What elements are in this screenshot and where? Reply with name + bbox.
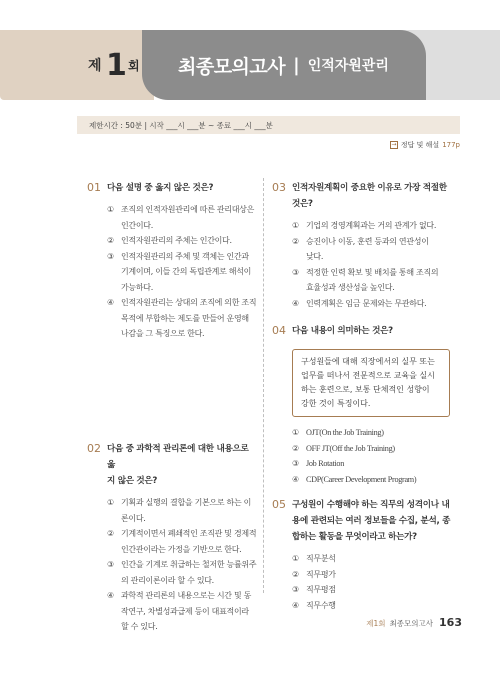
option: ① 기업의 경영계획과는 거의 관계가 없다. <box>292 221 437 230</box>
question-text: 구성원이 수행해야 하는 직무의 성격이나 내 용에 관련되는 여러 정보들을 수집, 분석, 종 합하는 활동을 무엇이라고 하는가? <box>292 500 451 542</box>
passage-box: 구성원들에 대해 직장에서의 실무 또는 업무를 떠나서 전문적으로 교육을 실시 하는 훈련으로, 보통 단체적인 성향이 강한 것이 특징이다. <box>292 349 450 417</box>
option: ① OJT(On the Job Training) <box>292 428 384 437</box>
option: ④ 인적자원관리는 상대의 조직에 의한 조직 목적에 부합하는 제도를 만들어 운영해 나감을 그 특징으로 한다. <box>107 298 257 338</box>
book-icon: → <box>391 141 397 148</box>
option: ④ 인력계획은 임금 문제와는 무관하다. <box>292 298 427 308</box>
question-text: 다음 설명 중 옳지 않은 것은? <box>107 183 214 193</box>
page-subtitle: 인적자원관리 <box>307 58 389 74</box>
option: ③ 인간을 기계로 취급하는 철저한 능률위주 의 관리이론이라 할 수 있다. <box>107 560 257 585</box>
option: ③ Job Rotation <box>292 459 345 468</box>
question-01 <box>87 180 257 342</box>
option: ① 직무분석 <box>292 554 336 563</box>
option: ② 인적자원관리의 주체는 인간이다. <box>107 236 232 245</box>
header-separator: | <box>293 54 300 76</box>
header-title-band <box>142 30 426 100</box>
question-05 <box>272 497 457 613</box>
option: ② 승진이나 이동, 훈련 등과의 연관성이 낮다. <box>292 236 429 261</box>
option-list <box>292 425 452 487</box>
option: ③ 직무평점 <box>292 585 336 594</box>
option: ② 기계적이면서 폐쇄적인 조직관 및 경제적 인간관이라는 가정을 기반으로 한다. <box>107 529 257 554</box>
column-divider <box>263 178 264 593</box>
header-round-prefix: 제 <box>88 58 102 74</box>
question-text: 인적자원계획이 중요한 이유로 가장 적절한 것은? <box>292 183 447 209</box>
question-03 <box>272 180 452 311</box>
option: ② OFF JT(Off the Job Training) <box>292 443 395 453</box>
option-list <box>107 202 257 342</box>
option: ① 기획과 실행의 결합을 기본으로 하는 이 론이다. <box>107 498 252 523</box>
question-number: 04 <box>272 324 286 337</box>
question-number: 01 <box>87 181 101 194</box>
option: ② 직무평가 <box>292 569 336 579</box>
question-04 <box>272 323 452 487</box>
answer-reference-page: 177p <box>442 141 460 149</box>
option-list <box>292 218 452 311</box>
page-title: 최종모의고사 <box>178 55 286 78</box>
answer-reference <box>390 140 460 150</box>
header-round-number: 1 <box>106 47 127 83</box>
option: ④ 직무수행 <box>292 600 336 610</box>
question-text: 다음 중 과학적 관리론에 대한 내용으로 옳 지 않은 것은? <box>107 444 249 486</box>
question-number: 05 <box>272 498 286 511</box>
option-list <box>107 495 257 635</box>
question-number: 03 <box>272 181 286 194</box>
option: ④ CDP(Career Development Program) <box>292 474 417 484</box>
question-number: 02 <box>87 442 101 455</box>
page-footer <box>366 616 462 629</box>
option: ① 조직의 인적자원관리에 따른 관리대상은 인간이다. <box>107 205 255 230</box>
time-limit-text: 제한시간 : 50분 | 시작 ___시 ___분 ~ 종료 ___시 ___분 <box>89 120 273 130</box>
option: ④ 과학적 관리론의 내용으로는 시간 및 동 작연구, 차별성과급제 등이 대표적이라 할 수 있다. <box>107 591 252 631</box>
header-round-suffix: 회 <box>128 58 140 73</box>
time-limit-bar <box>77 116 460 134</box>
option: ③ 적정한 인력 확보 및 배치를 통해 조직의 효율성과 생산성을 높인다. <box>292 267 439 292</box>
page-number: 163 <box>439 616 462 629</box>
footer-section: 제1회 <box>366 619 386 628</box>
question-02 <box>87 441 257 635</box>
question-text: 다음 내용이 의미하는 것은? <box>292 326 393 336</box>
option: ③ 인적자원관리의 주체 및 객체는 인간과 기계이며, 이들 간의 독립관계로 해석이 가능하다. <box>107 251 252 292</box>
answer-reference-label: 정답 및 해설 <box>400 141 440 149</box>
footer-title: 최종모의고사 <box>389 619 434 628</box>
option-list <box>292 551 457 613</box>
